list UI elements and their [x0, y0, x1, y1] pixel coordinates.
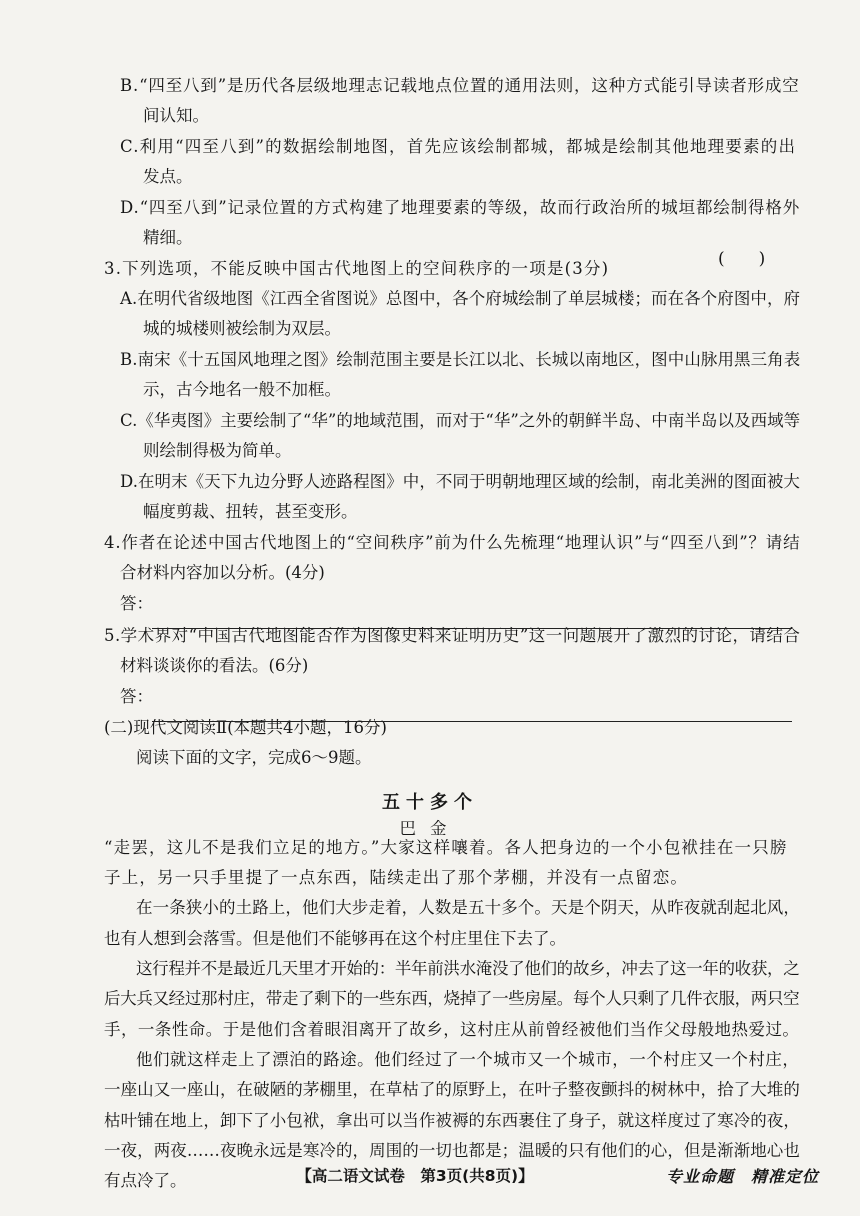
text-line: B.“四至八到”是历代各层级地理志记载地点位置的通用法则，这种方式能引导读者形成空 [120, 76, 800, 95]
answer-line-q4 [152, 628, 792, 629]
text-line: 一座山又一座山，在破陋的茅棚里，在草枯了的原野上，在叶子整夜颤抖的树林中，拾了大堆的 [104, 1080, 800, 1099]
text-line: 手，一条性命。于是他们含着眼泪离开了故乡，这村庄从前曾经被他们当作父母般地热爱过。 [104, 1020, 800, 1039]
text-line: 在一条狭小的土路上，他们大步走着，人数是五十多个。天是个阴天，从昨夜就刮起北风， [136, 898, 800, 917]
text-line: 4.作者在论述中国古代地图上的“空间秩序”前为什么先梳理“地理认识”与“四至八到”？请结 [104, 533, 801, 552]
text-line: 幅度剪裁、扭转，甚至变形。 [143, 502, 358, 521]
story-title: 五十多个 [382, 792, 478, 813]
text-line: C.利用“四至八到”的数据绘制地图，首先应该绘制都城，都城是绘制其他地理要素的出 [120, 137, 797, 156]
text-line: “走罢，这儿不是我们立足的地方。”大家这样嚷着。各人把身边的一个小包袱挂在一只膀 [104, 838, 788, 857]
story-author: 巴金 [399, 819, 461, 838]
text-line: 有点冷了。 [104, 1171, 187, 1190]
text-line: D.“四至八到”记录位置的方式构建了地理要素的等级，故而行政治所的城垣都绘制得格外 [120, 198, 801, 217]
text-line: (二)现代文阅读Ⅱ(本题共4小题，16分) [104, 718, 387, 737]
text-line: 他们就这样走上了漂泊的路途。他们经过了一个城市又一个城市，一个村庄又一个村庄， [136, 1050, 800, 1069]
text-line: 后大兵又经过那村庄，带走了剩下的一些东西，烧掉了一些房屋。每个人只剩了几件衣服，两只空 [104, 989, 800, 1008]
text-line: 城的城楼则被绘制为双层。 [143, 319, 341, 338]
answer-line-q5 [152, 721, 792, 722]
text-line: C.《华夷图》主要绘制了“华”的地域范围，而对于“华”之外的朝鲜半岛、中南半岛以及西域等 [120, 411, 801, 430]
answer-parentheses: ( ) [718, 249, 766, 269]
text-line: B.南宋《十五国风地理之图》绘制范围主要是长江以北、长城以南地区，图中山脉用黑三角表 [120, 350, 801, 369]
text-line: 答： [120, 594, 153, 613]
text-line: 则绘制得极为简单。 [143, 441, 292, 460]
text-line: 间认知。 [143, 106, 209, 125]
page-footer: 【高二语文试卷 第3页(共8页)】 [296, 1167, 534, 1185]
text-line: 阅读下面的文字，完成6～9题。 [136, 748, 372, 767]
text-line: 示，古今地名一般不加框。 [143, 380, 341, 399]
text-line: 合材料内容加以分析。(4分) [120, 563, 325, 582]
text-line: 也有人想到会落雪。但是他们不能够再在这个村庄里住下去了。 [104, 929, 566, 948]
text-line: 一夜，两夜……夜晚永远是寒冷的，周围的一切也都是；温暖的只有他们的心，但是渐渐地心也 [104, 1141, 800, 1160]
text-line: 这行程并不是最近几天里才开始的：半年前洪水淹没了他们的故乡，冲去了这一年的收获，之 [136, 959, 800, 978]
text-line: A.在明代省级地图《江西全省图说》总图中，各个府城绘制了单层城楼；而在各个府图中，府 [120, 289, 801, 308]
text-line: 5.学术界对“中国古代地图能否作为图像史料来证明历史”这一问题展开了激烈的讨论，请结合 [104, 626, 801, 645]
text-line: D.在明末《天下九边分野人迹路程图》中，不同于明朝地理区域的绘制，南北美洲的图面被大 [120, 472, 800, 491]
footer-slogan: 专业命题 精准定位 [666, 1167, 820, 1186]
text-line: 枯叶铺在地上，卸下了小包袱，拿出可以当作被褥的东西裹住了身子，就这样度过了寒冷的夜， [104, 1111, 800, 1130]
text-line: 子上，另一只手里提了一点东西，陆续走出了那个茅棚，并没有一点留恋。 [104, 868, 689, 887]
text-line: 3.下列选项，不能反映中国古代地图上的空间秩序的一项是(3分) [104, 259, 610, 278]
text-line: 精细。 [143, 228, 193, 247]
text-line: 材料谈谈你的看法。(6分) [120, 656, 309, 675]
text-line: 答： [120, 687, 153, 706]
text-line: 发点。 [143, 167, 193, 186]
